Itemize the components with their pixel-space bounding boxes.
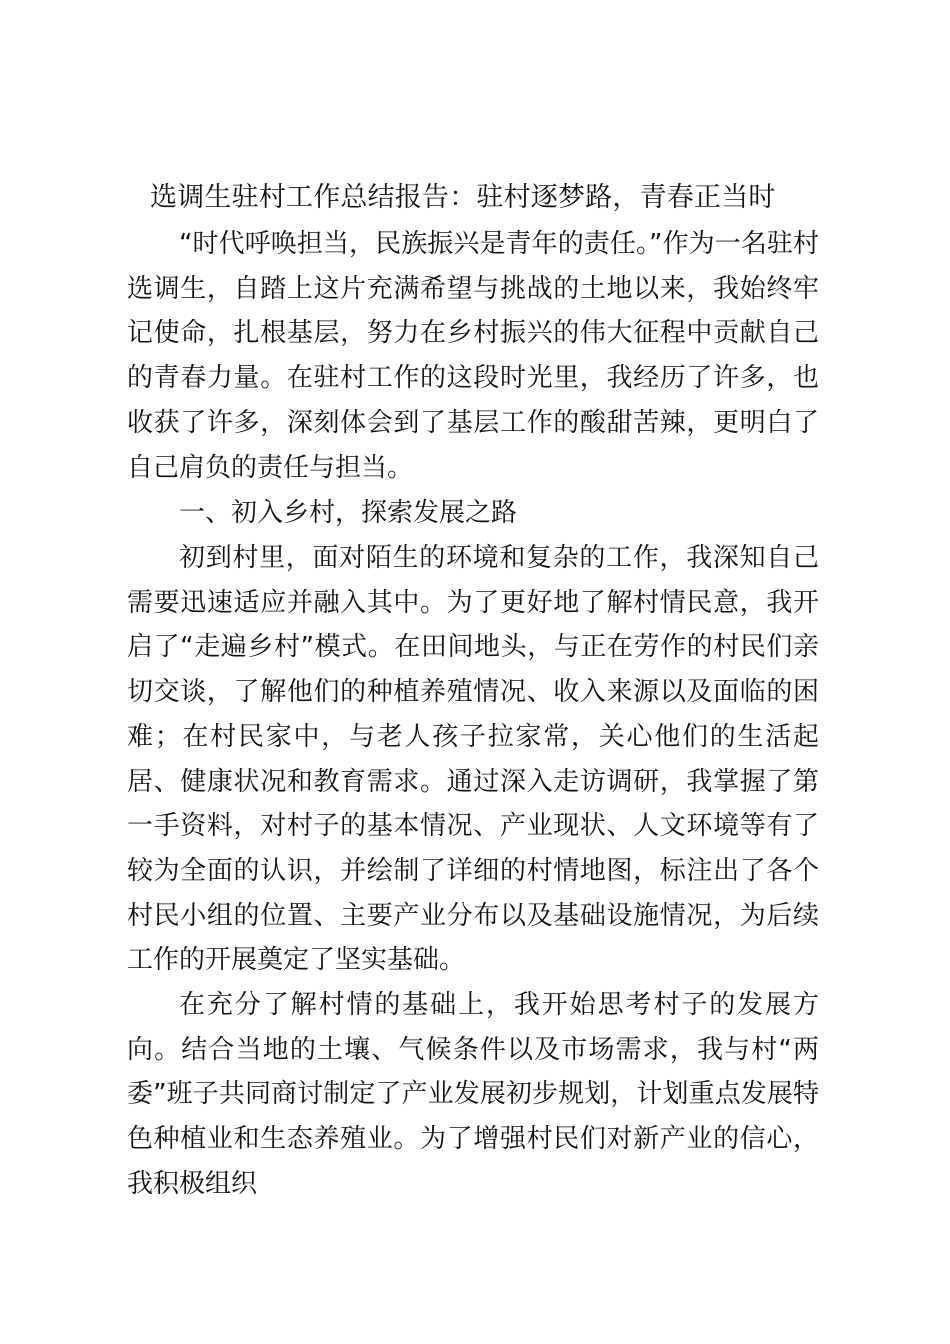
paragraph-section-2: 在充分了解村情的基础上，我开始思考村子的发展方向。结合当地的土壤、气候条件以及市场需求，我与村“两委”班子共同商讨制定了产业发展初步规划，计划重点发展特色种植业和生态养殖业。为了增强村民们对新产业的信心，我积极组织 [127,990,819,1199]
document-title: 选调生驻村工作总结报告：驻村逐梦路，青春正当时 [150,182,776,213]
paragraph-intro: “时代呼唤担当，民族振兴是青年的责任。”作为一名驻村选调生，自踏上这片充满希望与挑战的土地以来，我始终牢记使命，扎根基层，努力在乡村振兴的伟大征程中贡献自己的青春力量。在驻村工作的这段时光里，我经历了许多，也收获了许多，深刻体会到了基层工作的酸甜苦辣，更明白了自己肩负的责任与担当。 [127,229,819,483]
section-heading: 一、初入乡村，探索发展之路 [179,498,518,528]
paragraph-section-1: 初到村里，面对陌生的环境和复杂的工作，我深知自己需要迅速适应并融入其中。为了更好地了解村情民意，我开启了“走遍乡村”模式。在田间地头，与正在劳作的村民们亲切交谈，了解他们的种植养殖情况、收入来源以及面临的困难；在村民家中，与老人孩子拉家常，关心他们的生活起居、健康状况和教育需求。通过深入走访调研，我掌握了第一手资料，对村子的基本情况、产业现状、人文环境等有了较为全面的认识，并绘制了详细的村情地图，标注出了各个村民小组的位置、主要产业分布以及基础设施情况，为后续工作的开展奠定了坚实基础。 [127,543,819,976]
